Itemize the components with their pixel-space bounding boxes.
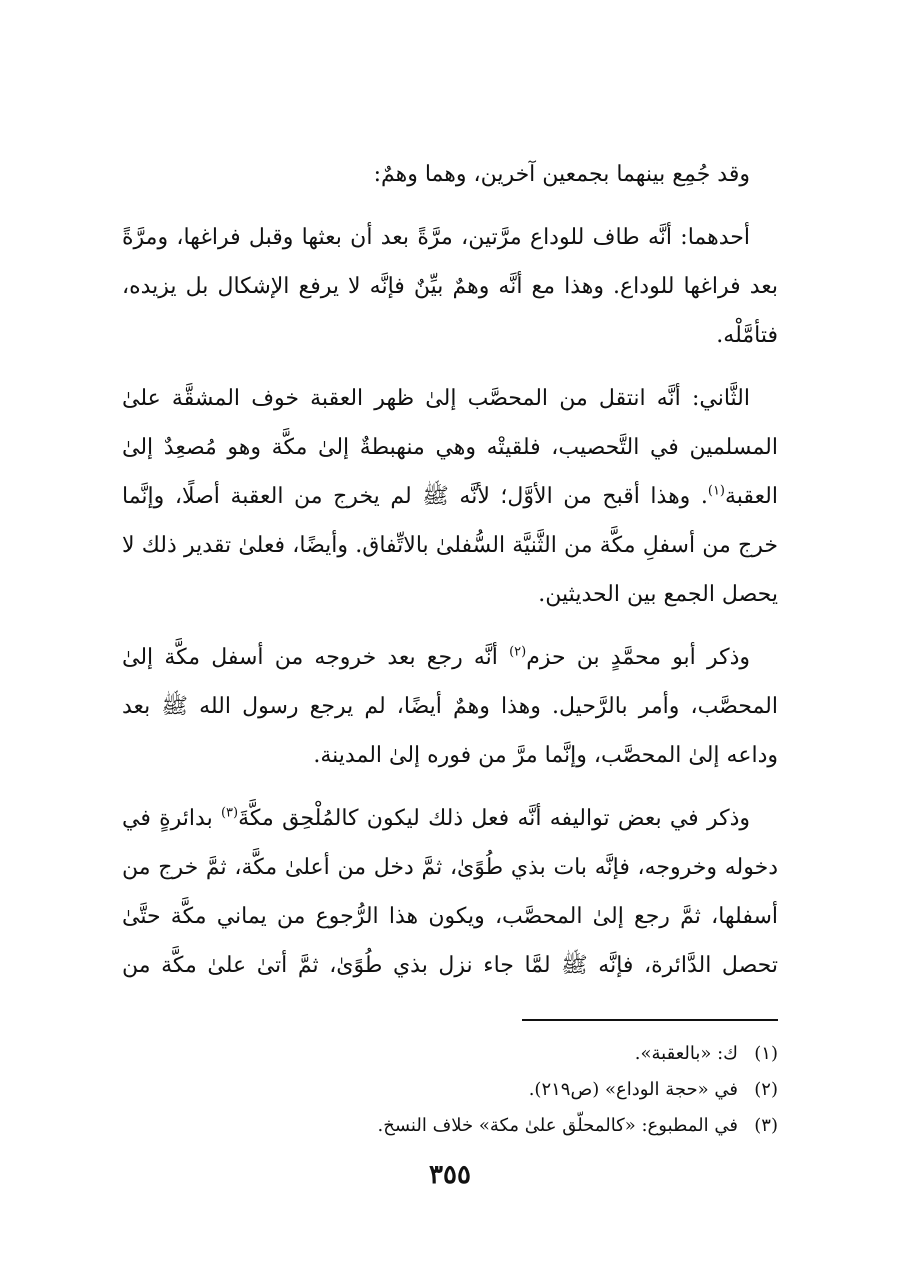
text-line: أحدهما: أنَّه طاف للوداع مرَّتين، مرَّةً بعد أن بعثها وقبل فراغها، ومرَّةً — [122, 225, 750, 250]
intro-line: وقد جُمِع بينهما بجمعين آخرين، وهما وهمٌ: — [373, 162, 750, 187]
footnote-number: (٢) — [754, 1079, 778, 1100]
footnote-number: (٣) — [754, 1115, 778, 1136]
text-line: المحصَّب، وأمر بالرَّحيل. وهذا وهمٌ أيضًا، لم يرجع رسول الله ﷺ بعد — [122, 694, 778, 719]
footnote-ref-1: (١) — [707, 483, 725, 499]
page-number: ٣٥٥ — [429, 1160, 471, 1190]
text-line: أسفلها، ثمَّ رجع إلىٰ المحصَّب، ويكون هذا الرُّجوع من يماني مكَّة حتَّىٰ — [122, 904, 778, 929]
text-run: وذكر في بعض تواليفه أنَّه فعل ذلك ليكون كالمُلْحِق مكَّةَ — [238, 806, 750, 831]
paragraph-3 — [122, 633, 778, 780]
footnote-3 — [122, 1108, 778, 1144]
text-line: تحصل الدَّائرة، فإنَّه ﷺ لمَّا جاء نزل بذي طُوًىٰ، ثمَّ أتىٰ علىٰ مكَّة من — [122, 953, 778, 978]
text-run: العقبة — [725, 484, 778, 509]
footnote-ref-2: (٢) — [509, 644, 527, 660]
text-line: بعد فراغها للوداع. وهذا مع أنَّه وهمٌ بيِّنٌ فإنَّه لا يرفع الإشكال بل يزيده، — [122, 274, 778, 299]
footnote-text: في المطبوع: «كالمحلّق علىٰ مكة» خلاف النسخ. — [377, 1115, 738, 1136]
text-line: فتأمَّلْه. — [716, 323, 778, 348]
footnote-ref-3: (٣) — [220, 805, 239, 821]
text-run: . وهذا أقبح من الأوَّل؛ لأنَّه ﷺ لم يخرج من العقبة أصلًا، وإنَّما — [122, 484, 708, 509]
footnote-2 — [122, 1072, 778, 1108]
footnote-1 — [122, 1036, 778, 1072]
paragraph-2 — [122, 374, 778, 619]
text-run: بدائرةٍ في — [122, 806, 221, 831]
text-line: يحصل الجمع بين الحديثين. — [538, 582, 778, 607]
text-line — [122, 633, 778, 682]
paragraph-1 — [122, 213, 778, 360]
text-line — [122, 794, 778, 843]
footnotes — [122, 1036, 778, 1144]
text-line — [122, 472, 778, 521]
footnote-text: ك: «بالعقبة». — [634, 1043, 738, 1064]
footnote-text: في «حجة الوداع» (ص٢١٩). — [528, 1079, 738, 1100]
text-line: دخوله وخروجه، فإنَّه بات بذي طُوًىٰ، ثمَّ دخل من أعلىٰ مكَّة، ثمَّ خرج من — [122, 855, 778, 880]
text-line: خرج من أسفلِ مكَّة من الثَّنيَّة السُّفلىٰ بالاتِّفاق. وأيضًا، فعلىٰ تقدير ذلك لا — [122, 533, 778, 558]
paragraph-4 — [122, 794, 778, 990]
footnote-number: (١) — [754, 1043, 778, 1064]
text-line: الثَّاني: أنَّه انتقل من المحصَّب إلىٰ ظهر العقبة خوف المشقَّة علىٰ — [122, 386, 750, 411]
footnote-separator — [522, 1019, 778, 1021]
text-line: وداعه إلىٰ المحصَّب، وإنَّما مرَّ من فوره إلىٰ المدينة. — [313, 743, 778, 768]
text-run: أنَّه رجع بعد خروجه من أسفل مكَّة إلىٰ — [122, 645, 510, 670]
text-line: المسلمين في التَّحصيب، فلقيتْه وهي منهبطةٌ إلىٰ مكَّة وهو مُصعِدٌ إلىٰ — [122, 435, 778, 460]
text-run: وذكر أبو محمَّدٍ بن حزم — [526, 645, 750, 670]
main-text — [122, 150, 778, 990]
